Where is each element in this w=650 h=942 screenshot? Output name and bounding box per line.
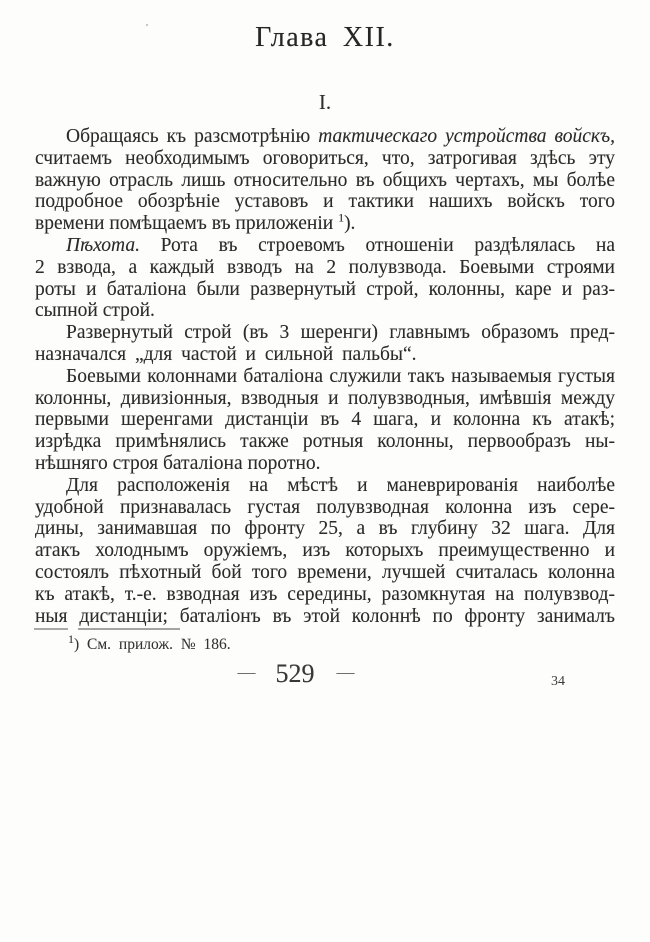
text-line: роты и баталіона были развернутый строй, колонны, каре и раз- bbox=[35, 278, 615, 300]
text-line bbox=[35, 210, 615, 235]
italic-phrase: тактическаго устройства войскъ, bbox=[318, 126, 615, 147]
text-line bbox=[35, 235, 615, 257]
footnote-divider bbox=[34, 628, 187, 630]
italic-phrase: Пѣхота. bbox=[66, 234, 140, 256]
text-line: удобной признавалась густая полувзводная колонна изъ сере- bbox=[35, 496, 615, 518]
footnote bbox=[35, 631, 615, 654]
paragraph-1 bbox=[35, 126, 615, 235]
text-segment: Обращаясь къ разсмотрѣнію bbox=[66, 126, 319, 147]
page-number-dash-right: — bbox=[336, 662, 353, 682]
page-number bbox=[0, 659, 590, 689]
text-line: изрѣдка примѣнялись также ротныя колонны, первообразъ ны- bbox=[35, 431, 615, 453]
footnote-reference: 1 bbox=[338, 210, 345, 225]
text-line: къ атакѣ, т.-е. взводная изъ середины, разомкнутая на полувзвод- bbox=[35, 583, 615, 605]
paragraph-2 bbox=[35, 235, 615, 322]
paragraph-4 bbox=[35, 366, 615, 475]
paragraph-5 bbox=[35, 475, 615, 628]
text-line: дины, занимавшая по фронту 25, а въ глубину 32 шага. Для bbox=[35, 518, 615, 540]
text-line: считаемъ необходимымъ оговориться, что, затрогивая здѣсь эту bbox=[35, 147, 615, 169]
text-line: подробное обозрѣніе уставовъ и тактики нашихъ войскъ того bbox=[35, 191, 615, 213]
text-line: Развернутый строй (въ 3 шеренги) главнымъ образомъ пред- bbox=[66, 322, 615, 344]
text-line: состоялъ пѣхотный бой того времени, лучшей считалась колонна bbox=[35, 561, 615, 583]
footnote-text: ) См. прилож. № 186. bbox=[74, 636, 231, 653]
page-number-value: 529 bbox=[275, 659, 315, 688]
text-line: атакъ холоднымъ оружіемъ, изъ которыхъ преимущественно и bbox=[35, 540, 615, 562]
text-line: ныя дистанціи; баталіонъ въ этой колоннѣ по фронту занималъ bbox=[35, 605, 615, 627]
text-line: колонны, дивизіонныя, взводныя и полувзводныя, имѣвшія между bbox=[35, 387, 615, 409]
text-line: первыми шеренгами дистанціи въ 4 шага, и колонна къ атакѣ; bbox=[35, 409, 615, 431]
text-line: Боевыми колоннами баталіона служили такъ называемыя густыя bbox=[66, 365, 615, 387]
paragraph-3 bbox=[35, 322, 615, 366]
page-number-dash-left: — bbox=[237, 662, 254, 682]
text-segment: ). bbox=[344, 213, 356, 235]
text-line bbox=[35, 126, 615, 148]
text-line: Для расположенія на мѣстѣ и маневрированія наиболѣе bbox=[66, 474, 615, 496]
text-segment: времени помѣщаемъ въ приложеніи bbox=[35, 213, 339, 235]
text-line: сыпной строй. bbox=[35, 300, 155, 322]
text-line: нѣшняго строя баталіона поротно. bbox=[35, 452, 321, 474]
signature-number: 34 bbox=[551, 674, 565, 689]
text-line: назначался „для частой и сильной пальбы“. bbox=[35, 343, 417, 365]
footnote-marker: 1 bbox=[68, 631, 74, 646]
text-line: важную отрасль лишь относительно въ общихъ чертахъ, мы болѣе bbox=[35, 169, 615, 191]
chapter-heading: Глава XII. bbox=[255, 22, 395, 53]
text-block bbox=[35, 126, 615, 627]
text-line: 2 взвода, а каждый взводъ на 2 полувзвода. Боевыми строями bbox=[35, 256, 615, 278]
section-number: I. bbox=[318, 90, 332, 114]
text-segment: Рота въ строевомъ отношеніи раздѣлялась на bbox=[139, 234, 615, 256]
